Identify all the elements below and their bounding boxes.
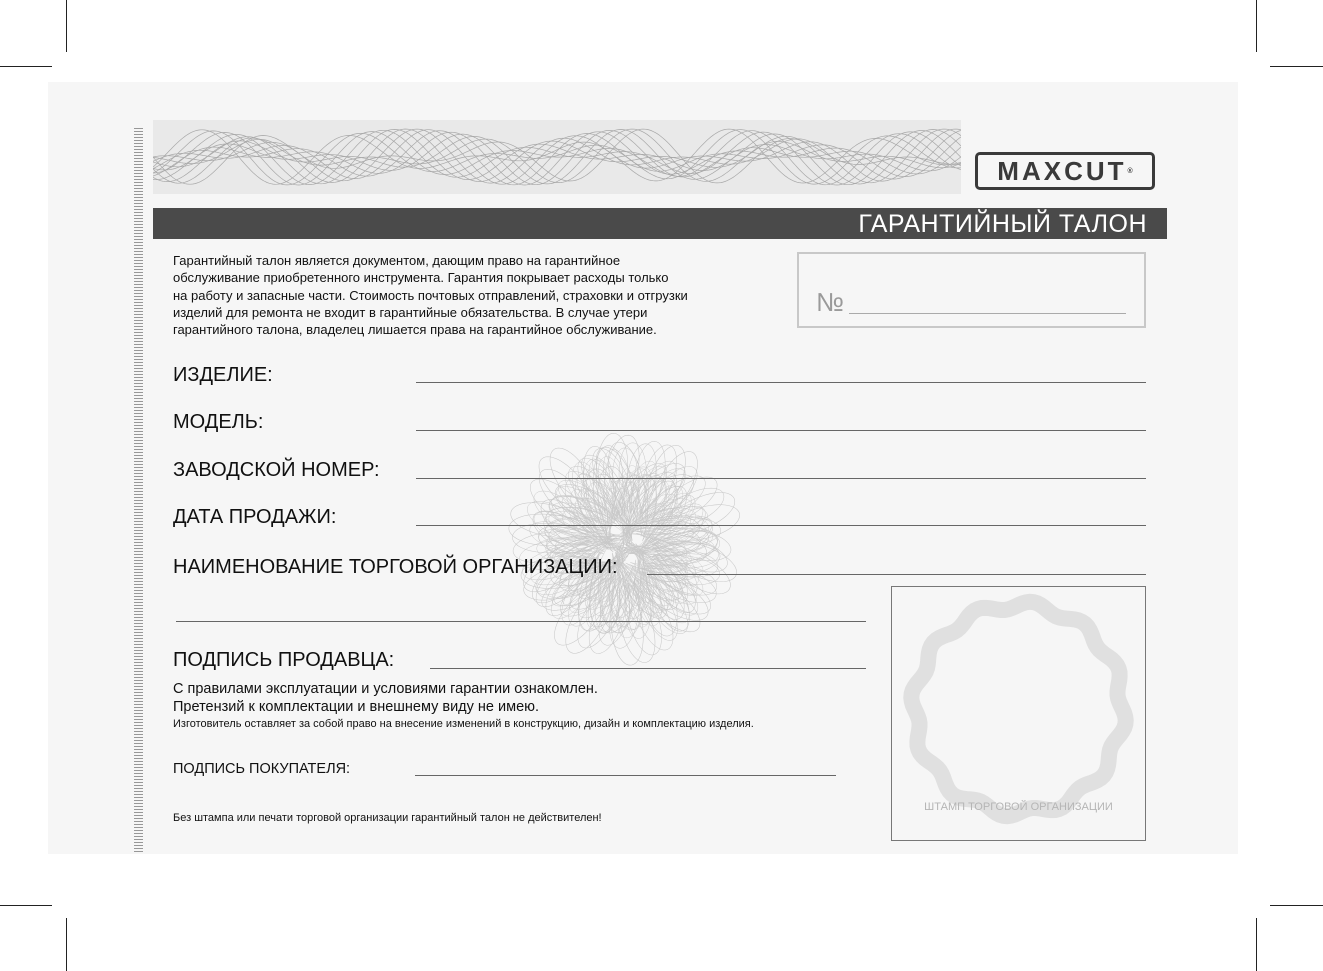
number-box xyxy=(797,252,1146,328)
store-name-field[interactable] xyxy=(647,574,1146,575)
intro-line: изделий для ремонта не входит в гарантийные обязательства. В случае утери xyxy=(173,304,648,320)
crop-mark xyxy=(1270,905,1323,906)
model-field[interactable] xyxy=(416,430,1146,431)
sale-date-field[interactable] xyxy=(416,525,1146,526)
crop-mark xyxy=(1256,918,1257,971)
seller-signature-label: ПОДПИСЬ ПРОДАВЦА: xyxy=(173,649,395,671)
stamp-label: ШТАМП ТОРГОВОЙ ОРГАНИЗАЦИИ xyxy=(924,801,1113,813)
product-field[interactable] xyxy=(416,382,1146,383)
title-band xyxy=(153,208,1167,239)
stamp-warning: Без штампа или печати торговой организации гарантийный талон не действителен! xyxy=(173,812,602,824)
acknowledgement-text: С правилами эксплуатации и условиями гарантии ознакомлен. xyxy=(173,681,598,697)
document-title: ГАРАНТИЙНЫЙ ТАЛОН xyxy=(858,210,1147,238)
model-label: МОДЕЛЬ: xyxy=(173,411,264,433)
store-name-field-continued[interactable] xyxy=(176,621,866,622)
buyer-signature-label: ПОДПИСЬ ПОКУПАТЕЛЯ: xyxy=(173,761,351,777)
seller-signature-field[interactable] xyxy=(430,668,866,669)
logo-text: MAXCUT xyxy=(997,155,1127,186)
crop-mark xyxy=(1270,66,1323,67)
intro-line: обслуживание приобретенного инструмента. Гарантия покрывает расходы только xyxy=(173,270,669,286)
guilloche-pattern xyxy=(153,120,961,194)
crop-mark xyxy=(0,905,52,906)
serial-field[interactable] xyxy=(416,478,1146,479)
no-claims-text: Претензий к комплектации и внешнему виду не имею. xyxy=(173,699,540,715)
logo-registered-mark: ® xyxy=(1127,167,1133,175)
intro-line: Гарантийный талон является документом, дающим право на гарантийное xyxy=(173,253,621,268)
intro-line: на работу и запасные части. Стоимость почтовых отправлений, страховки и отгрузки xyxy=(173,287,688,303)
rosette-curve xyxy=(530,427,755,652)
crop-mark xyxy=(66,0,67,52)
sale-date-label: ДАТА ПРОДАЖИ: xyxy=(173,506,337,528)
crop-mark xyxy=(1256,0,1257,52)
maxcut-logo xyxy=(975,152,1155,190)
intro-text xyxy=(173,252,793,338)
number-field[interactable] xyxy=(849,313,1126,314)
manufacturer-note: Изготовитель оставляет за собой право на внесение изменений в конструкцию, дизайн и комплектацию изделия. xyxy=(173,718,754,730)
store-name-label: НАИМЕНОВАНИЕ ТОРГОВОЙ ОРГАНИЗАЦИИ: xyxy=(173,556,618,578)
buyer-signature-field[interactable] xyxy=(415,775,836,776)
serial-label: ЗАВОДСКОЙ НОМЕР: xyxy=(173,459,380,481)
rosette-curve xyxy=(518,428,724,634)
crop-mark xyxy=(66,918,67,971)
product-label: ИЗДЕЛИЕ: xyxy=(173,364,273,386)
crop-mark xyxy=(0,66,52,67)
intro-line: гарантийного талона, владелец лишается права на гарантийное обслуживание. xyxy=(173,322,657,338)
number-sign: № xyxy=(816,287,844,317)
stamp-box xyxy=(891,586,1146,841)
perforation-strip xyxy=(134,128,143,854)
